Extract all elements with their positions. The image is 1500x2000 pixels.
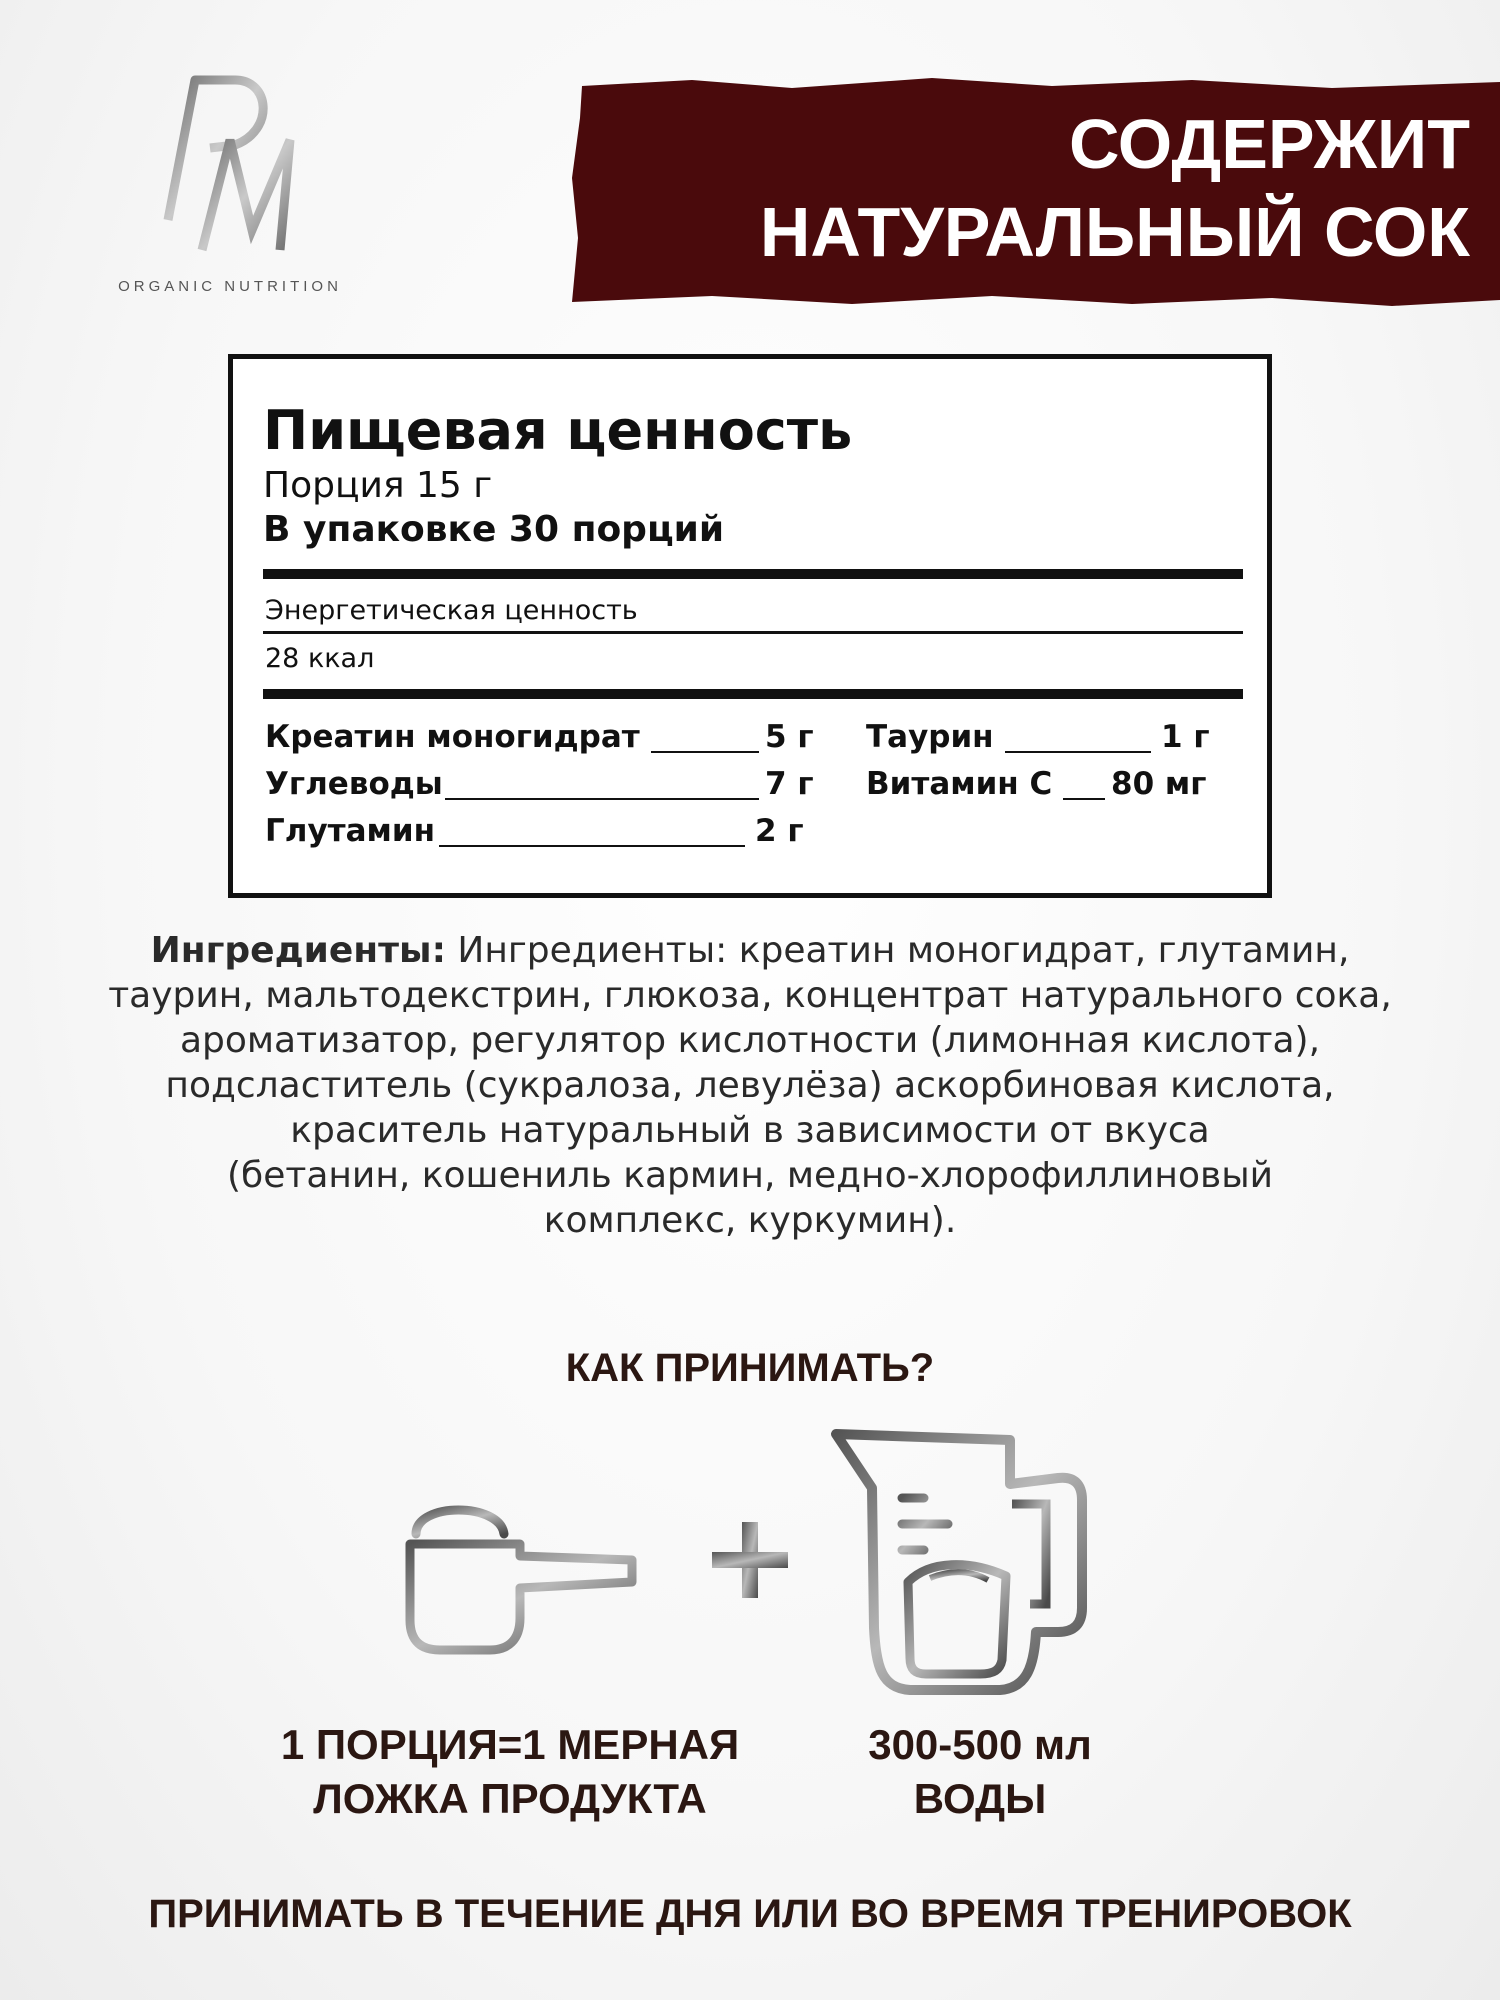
ingredients-line: комплекс, куркумин). xyxy=(543,1200,957,1241)
energy-value: 28 ккал xyxy=(265,643,375,674)
leader-line xyxy=(1005,751,1151,753)
logo-tagline: ORGANIC NUTRITION xyxy=(118,278,342,295)
nutrient-name: Креатин моногидрат xyxy=(265,719,640,755)
scoop-caption xyxy=(230,1718,790,1826)
natural-juice-banner xyxy=(572,78,1500,306)
scoop-caption-line-1: 1 ПОРЦИЯ=1 МЕРНАЯ xyxy=(280,1721,740,1768)
how-to-title: КАК ПРИНИМАТЬ? xyxy=(565,1346,935,1390)
thick-divider xyxy=(263,689,1243,699)
water-caption xyxy=(780,1718,1180,1826)
ingredients-label: Ингредиенты: xyxy=(150,930,446,971)
plus-icon xyxy=(708,1518,792,1602)
scoop-caption-line-2: ЛОЖКА ПРОДУКТА xyxy=(313,1775,707,1822)
scoop-icon xyxy=(400,1500,640,1660)
leader-line xyxy=(439,845,745,847)
ingredients-line: подсластитель (сукралоза, левулёза) аскорбиновая кислота, xyxy=(165,1065,1335,1106)
nutrient-amount: 80 мг xyxy=(1111,766,1207,802)
nutrient-name: Углеводы xyxy=(265,766,443,802)
thick-divider xyxy=(263,569,1243,579)
nutrient-amount: 7 г xyxy=(765,766,814,802)
thin-divider xyxy=(263,631,1243,634)
usage-footer: ПРИНИМАТЬ В ТЕЧЕНИЕ ДНЯ ИЛИ ВО ВРЕМЯ ТРЕНИРОВОК xyxy=(148,1892,1352,1936)
ingredients-block xyxy=(60,928,1440,1243)
nutrition-facts-panel xyxy=(228,354,1272,898)
servings-per-pack: В упаковке 30 порций xyxy=(263,509,725,550)
nutrient-amount: 1 г xyxy=(1161,719,1210,755)
banner-line-1: СОДЕРЖИТ xyxy=(1069,105,1470,183)
nutrient-name: Глутамин xyxy=(265,813,436,849)
leader-line xyxy=(1063,798,1105,800)
banner-line-2: НАТУРАЛЬНЫЙ СОК xyxy=(759,193,1470,271)
banner-text xyxy=(760,100,1470,276)
pm-monogram-icon xyxy=(140,70,320,270)
nutrition-title: Пищевая ценность xyxy=(263,399,853,462)
energy-label: Энергетическая ценность xyxy=(265,595,638,626)
ingredients-line: краситель натуральный в зависимости от вкуса xyxy=(290,1110,1210,1151)
nutrient-amount: 2 г xyxy=(755,813,804,849)
ingredients-line: ароматизатор, регулятор кислотности (лимонная кислота), xyxy=(179,1020,1321,1061)
brand-logo xyxy=(80,70,380,310)
ingredients-line: таурин, мальтодекстрин, глюкоза, концентрат натурального сока, xyxy=(108,975,1392,1016)
leader-line xyxy=(445,798,759,800)
ingredients-line: (бетанин, кошениль кармин, медно-хлорофиллиновый xyxy=(226,1155,1274,1196)
nutrient-name: Витамин С xyxy=(866,766,1053,802)
water-caption-line-2: ВОДЫ xyxy=(913,1775,1047,1822)
ingredients-line: Ингредиенты: Ингредиенты: креатин моногидрат, глутамин, xyxy=(150,930,1350,971)
water-caption-line-1: 300-500 мл xyxy=(868,1721,1092,1768)
nutrient-amount: 5 г xyxy=(765,719,814,755)
serving-size: Порция 15 г xyxy=(263,465,493,506)
measuring-jug-icon xyxy=(830,1428,1130,1708)
leader-line xyxy=(651,751,759,753)
nutrient-name: Таурин xyxy=(866,719,994,755)
